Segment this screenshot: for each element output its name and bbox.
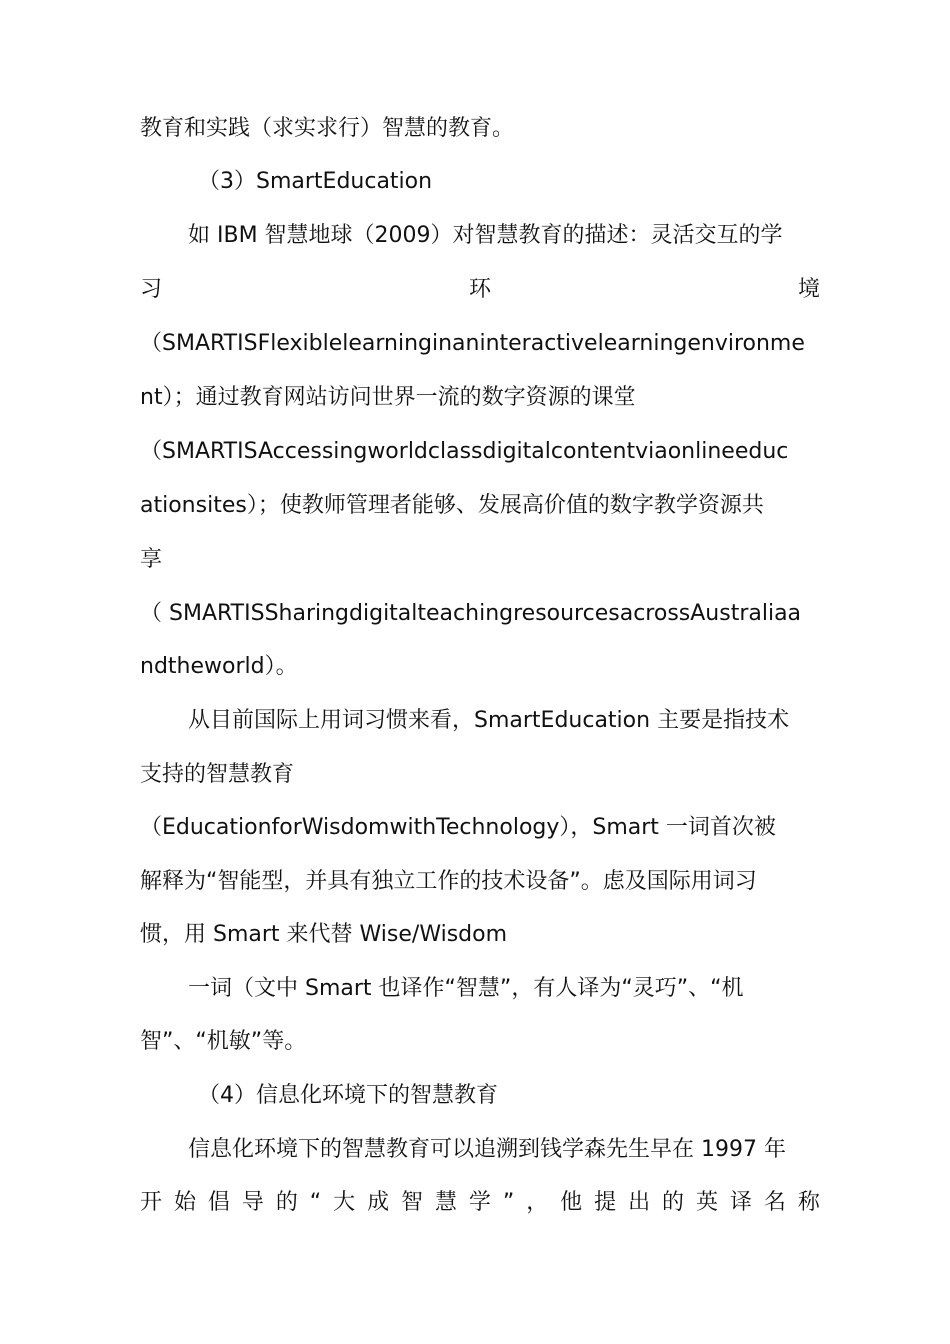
character: 提 <box>594 1190 617 1215</box>
paragraph-line: 信息化环境下的智慧教育可以追溯到钱学森先生早在 1997 年 <box>188 1137 786 1162</box>
character: 学 <box>468 1190 491 1215</box>
paragraph-line: （ SMARTISSharingdigitalteachingresourcesacrossAustraliaa <box>140 601 802 626</box>
character: ， <box>526 1190 549 1215</box>
paragraph-line: 惯，用 Smart 来代替 Wise/Wisdom <box>140 922 508 947</box>
paragraph-line: 支持的智慧教育 <box>140 762 295 787</box>
paragraph-line: （SMARTISAccessingworldclassdigitalcontentviaonlineeduc <box>140 439 789 464</box>
character: 的 <box>275 1190 298 1215</box>
character: 名 <box>763 1190 786 1215</box>
character: 出 <box>628 1190 651 1215</box>
character: 大 <box>333 1190 356 1215</box>
paragraph-line: 如 IBM 智慧地球（2009）对智慧教育的描述：灵活交互的学 <box>188 223 783 248</box>
paragraph-line: 从目前国际上用词习惯来看，SmartEducation 主要是指技术 <box>188 708 790 733</box>
justified-line <box>140 275 820 305</box>
paragraph-line: 享 <box>140 547 163 572</box>
character: 的 <box>662 1190 685 1215</box>
character: 始 <box>173 1190 196 1215</box>
character: 他 <box>560 1190 583 1215</box>
character: 称 <box>797 1190 820 1215</box>
paragraph-line: 智”、“机敏”等。 <box>140 1029 307 1054</box>
word: 习 <box>140 277 163 302</box>
paragraph-line: （EducationforWisdomwithTechnology），Smart 一词首次被 <box>140 815 776 840</box>
paragraph-line: ndtheworld）。 <box>140 654 298 679</box>
paragraph-line: nt）；通过教育网站访问世界一流的数字资源的课堂 <box>140 385 636 410</box>
character: 译 <box>729 1190 752 1215</box>
character: ” <box>502 1190 515 1215</box>
word: 环 <box>468 277 491 302</box>
character: 导 <box>241 1190 264 1215</box>
paragraph-line: 解释为“智能型，并具有独立工作的技术设备”。虑及国际用词习 <box>140 869 757 894</box>
justified-line <box>140 1188 820 1218</box>
paragraph-line: ationsites）；使教师管理者能够、发展高价值的数字教学资源共 <box>140 493 764 518</box>
section-heading-4: （4）信息化环境下的智慧教育 <box>198 1083 498 1108</box>
paragraph-line: 一词（文中 Smart 也译作“智慧”，有人译为“灵巧”、“机 <box>188 976 744 1001</box>
character: 慧 <box>434 1190 457 1215</box>
paragraph-line: 教育和实践（求实求行）智慧的教育。 <box>140 116 515 141</box>
character: 英 <box>695 1190 718 1215</box>
word: 境 <box>797 277 820 302</box>
character: “ <box>309 1190 322 1215</box>
character: 倡 <box>207 1190 230 1215</box>
character: 成 <box>367 1190 390 1215</box>
section-heading-3: （3）SmartEducation <box>198 169 433 194</box>
paragraph-line: （SMARTISFlexiblelearninginaninteractivelearningenvironme <box>140 331 805 356</box>
character: 开 <box>140 1190 163 1215</box>
character: 智 <box>401 1190 424 1215</box>
